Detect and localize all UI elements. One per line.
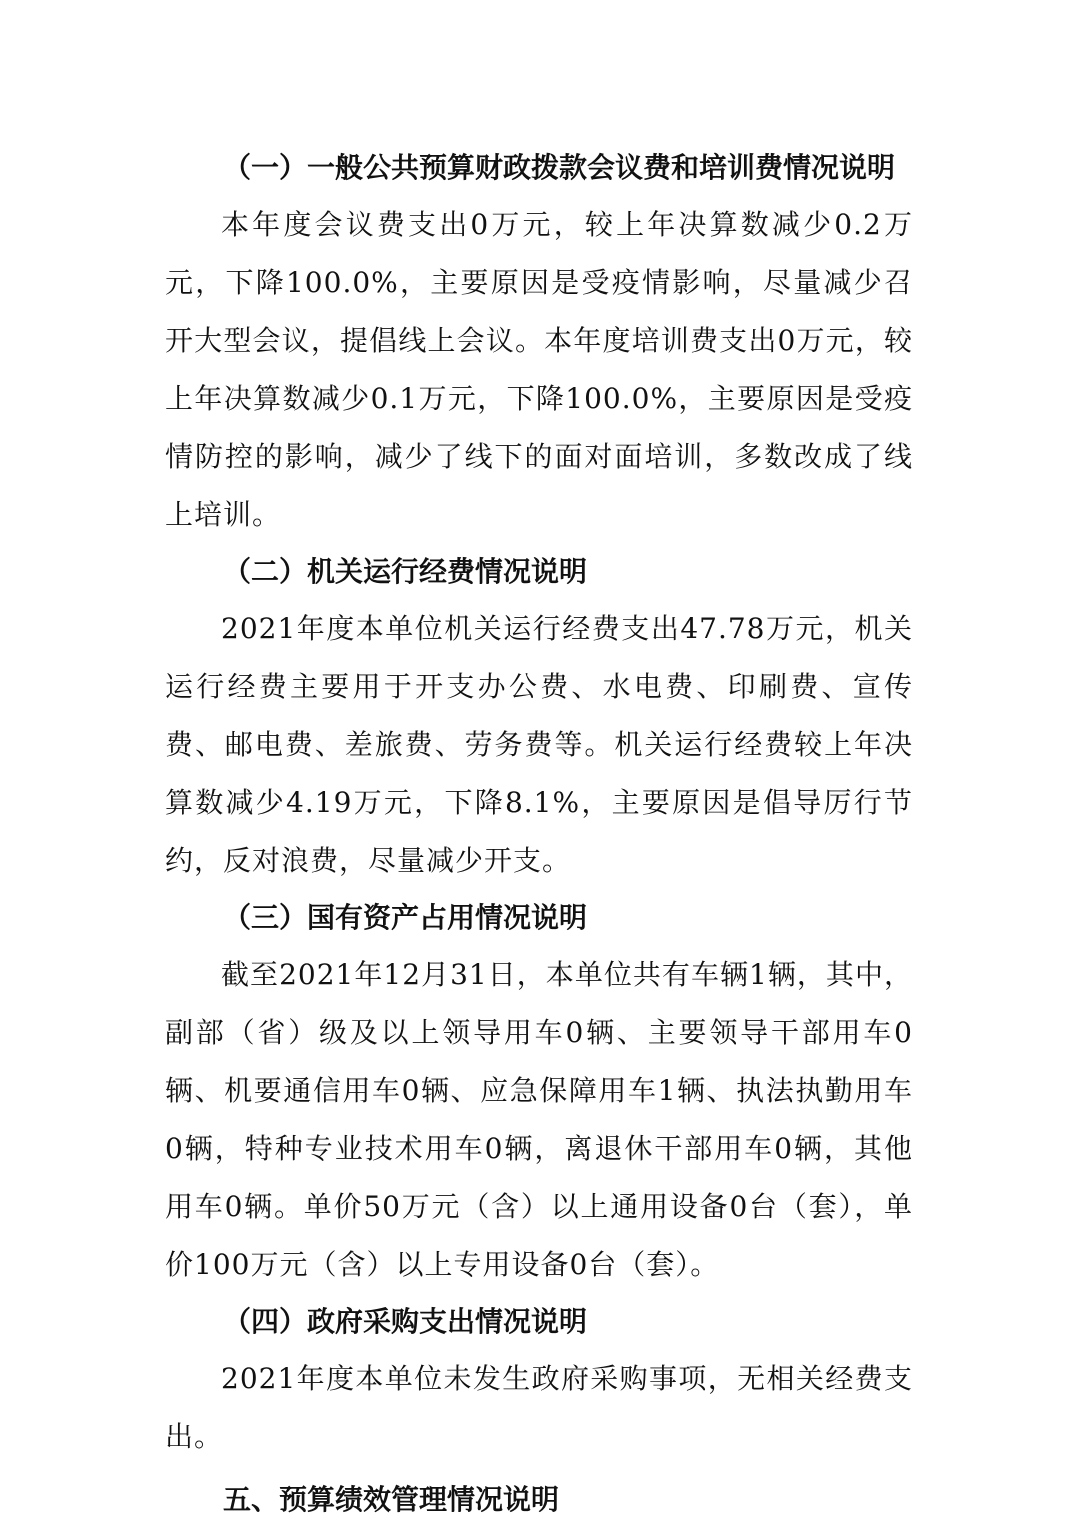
document-page: [165, 140, 913, 1528]
section-paragraph-4: 2021年度本单位未发生政府采购事项，无相关经费支出。: [165, 1362, 913, 1453]
section-heading-2: （二）机关运行经费情况说明: [223, 555, 588, 588]
section-paragraph-1: 本年度会议费支出0万元，较上年决算数减少0.2万元，下降100.0%，主要原因是受疫情影响，尽量减少召开大型会议，提倡线上会议。本年度培训费支出0万元，较上年决算数减少0.1万元，下降100.0%，主要原因是受疫情防控的影响，减少了线下的面对面培训，多数改成了线上培训。: [165, 208, 913, 531]
section-heading-3: （三）国有资产占用情况说明: [223, 901, 588, 934]
section-paragraph-3: 截至2021年12月31日，本单位共有车辆1辆，其中，副部（省）级及以上领导用车0辆、主要领导干部用车0辆、机要通信用车0辆、应急保障用车1辆、执法执勤用车0辆，特种专业技术用车0辆，离退休干部用车0辆，其他用车0辆。单价50万元（含）以上通用设备0台（套），单价100万元（含）以上专用设备0台（套）。: [165, 958, 913, 1281]
section-heading-4: （四）政府采购支出情况说明: [223, 1305, 588, 1338]
section-paragraph-2: 2021年度本单位机关运行经费支出47.78万元，机关运行经费主要用于开支办公费、水电费、印刷费、宣传费、邮电费、差旅费、劳务费等。机关运行经费较上年决算数减少4.19万元，下降8.1%，主要原因是倡导厉行节约，反对浪费，尽量减少开支。: [165, 612, 913, 877]
chapter-heading-5: 五、预算绩效管理情况说明: [223, 1483, 560, 1516]
section-heading-1: （一）一般公共预算财政拨款会议费和培训费情况说明: [223, 151, 896, 184]
